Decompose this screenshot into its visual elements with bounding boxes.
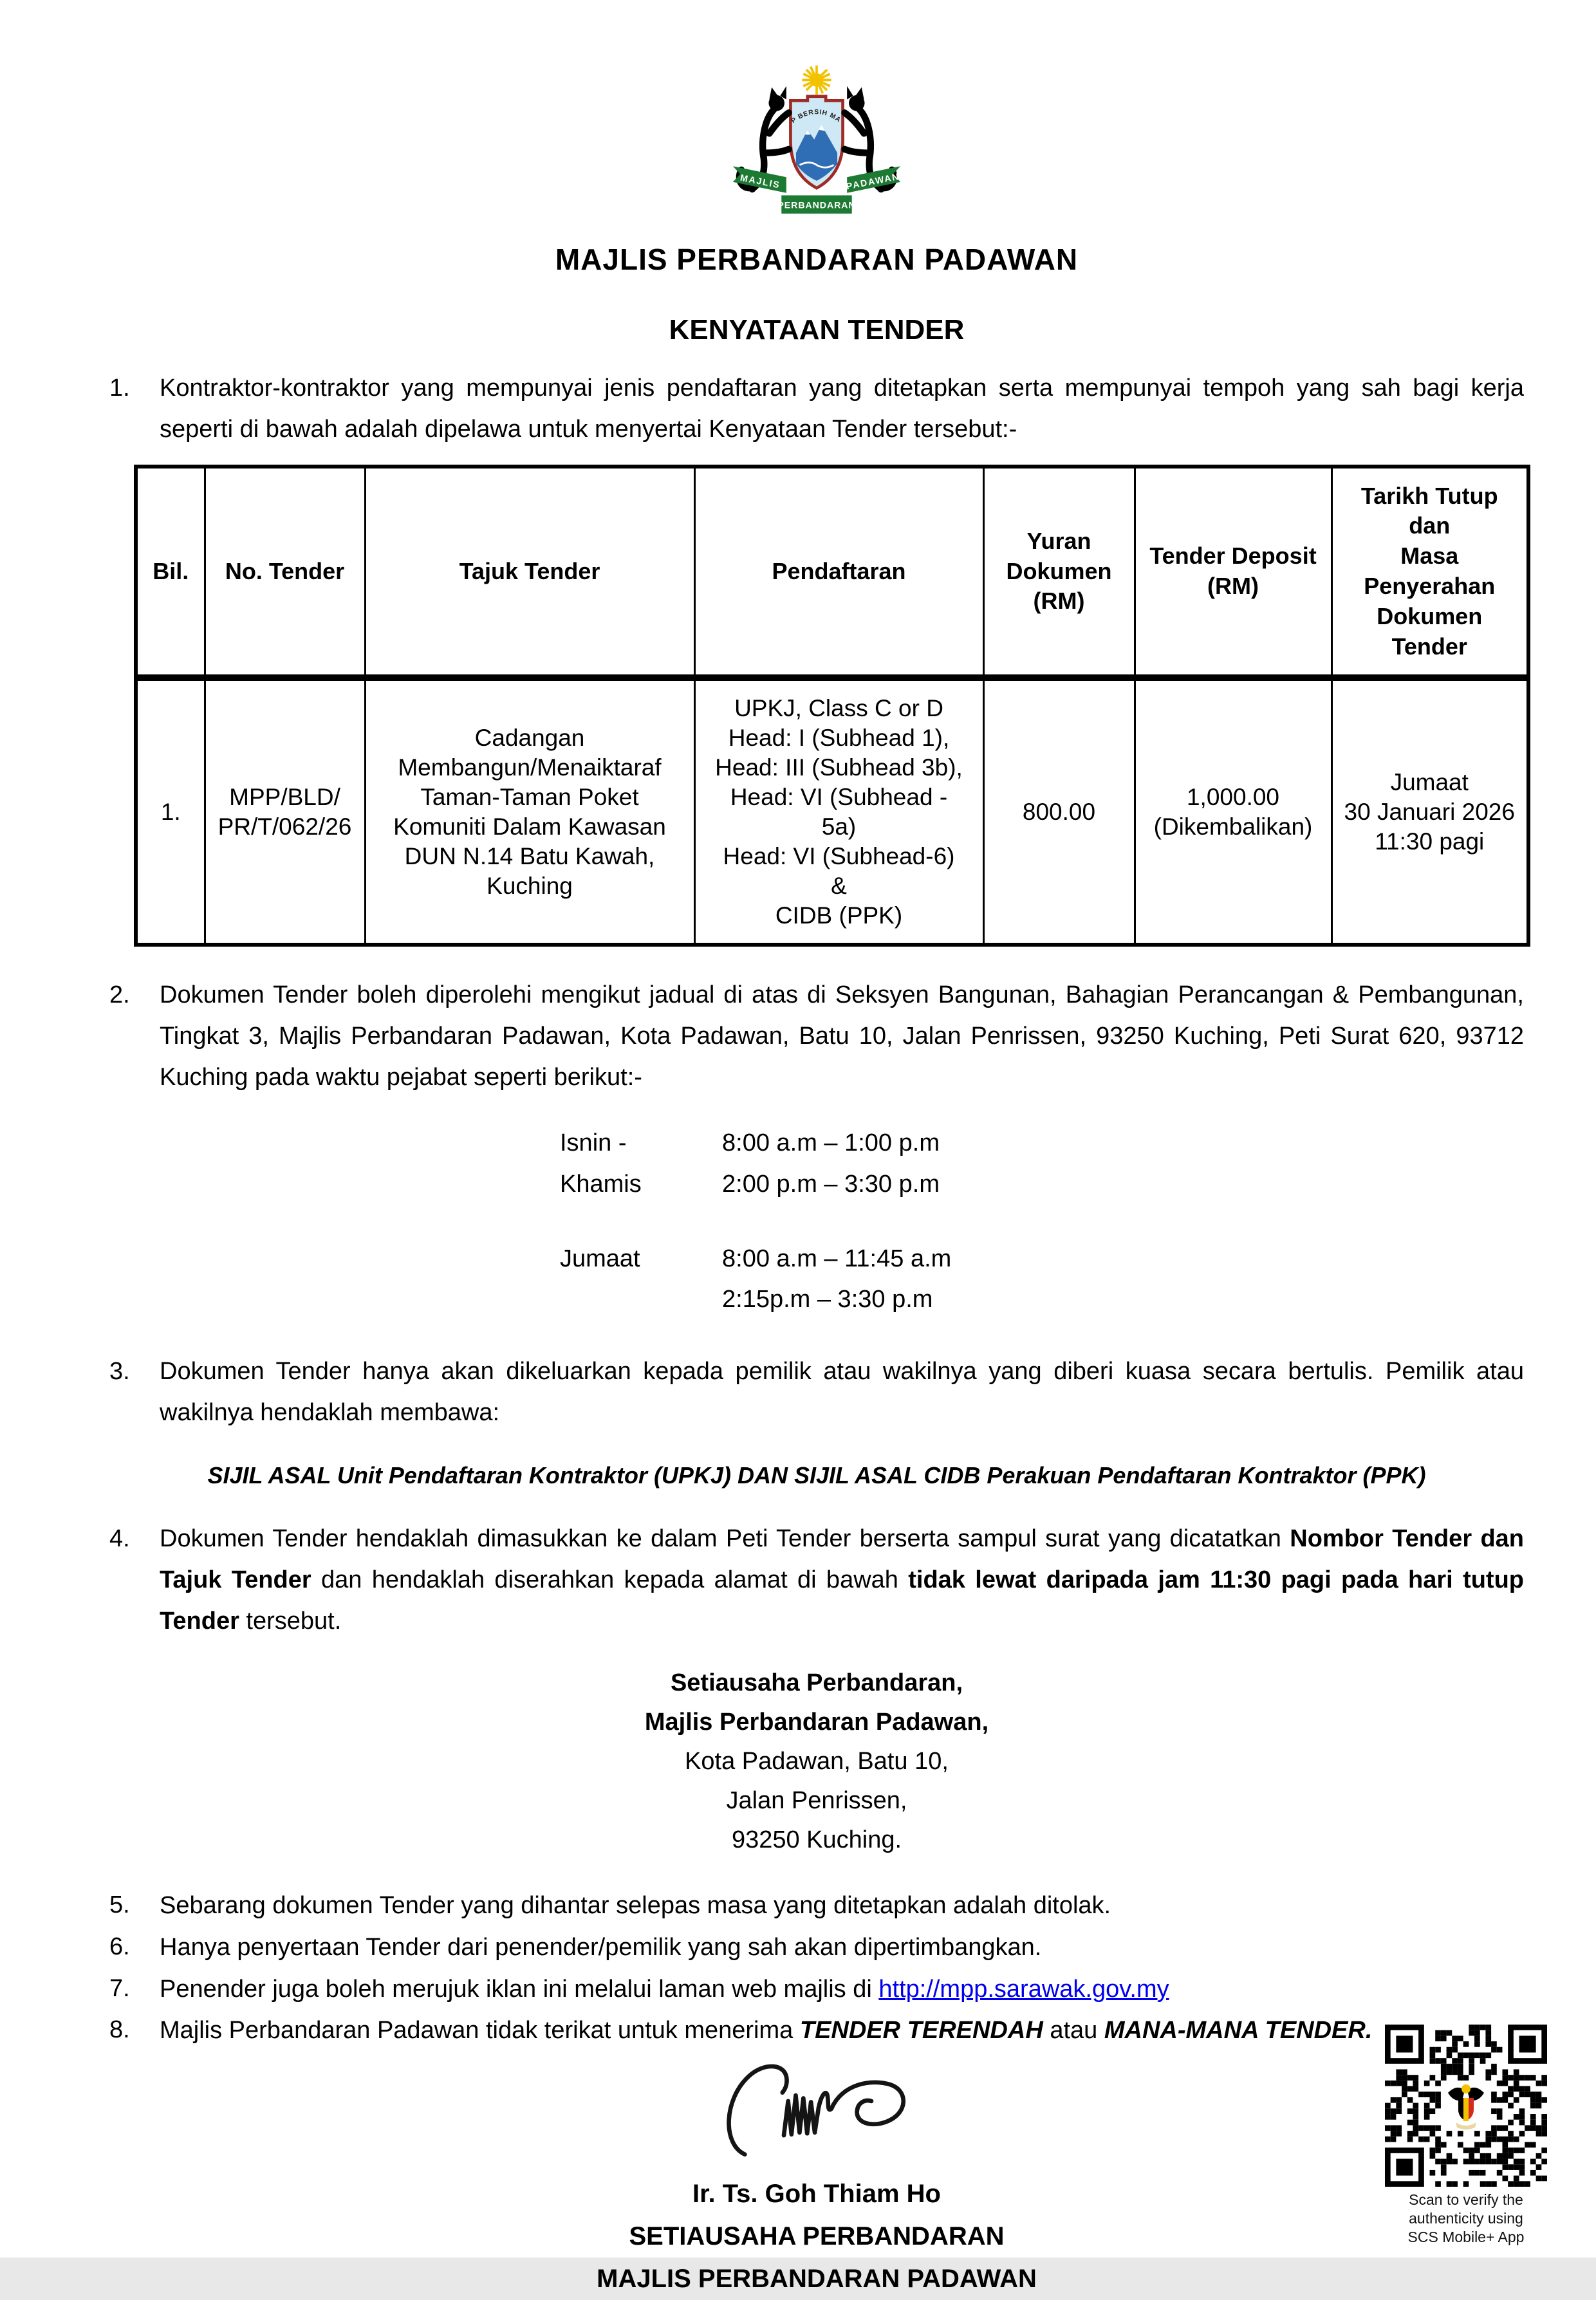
sun-icon: [802, 66, 831, 95]
signer-details: [109, 2173, 1524, 2300]
paragraph-8-seg2-bold-italic: TENDER TERENDAH: [799, 2017, 1043, 2045]
hours-row: [560, 1164, 1524, 1205]
paragraph-4-seg2-bold: Nombor Tender dan Tajuk Tender: [160, 1525, 1525, 1593]
col-header-tender-deposit: Tender Deposit (RM): [1135, 467, 1332, 678]
paragraph-1-number: 1.: [109, 375, 130, 402]
signer-title: SETIAUSAHA PERBANDARAN: [629, 2221, 1005, 2250]
paragraph-2: [109, 975, 1524, 1098]
col-header-pendaftaran: Pendaftaran: [694, 467, 983, 678]
paragraph-8-seg1: Majlis Perbandaran Padawan tidak terikat untuk menerima: [160, 2017, 800, 2045]
paragraph-5: [109, 1885, 1524, 1927]
paragraph-2-text: Dokumen Tender boleh diperolehi mengikut jadual di atas di Seksyen Bangunan, Bahagian Perancangan & Pembangunan, Tingkat 3, Majlis Perbandaran Padawan, Kota Padawan, Batu 10, Jalan Penrissen, 93250 Kuching, Peti Surat 620, 93712 Kuching pada waktu pejabat seperti berikut:-: [160, 981, 1524, 1091]
signature-block: [109, 2055, 1524, 2300]
tender-table-wrap: [134, 465, 1524, 947]
address-line-4: Jalan Penrissen,: [726, 1786, 907, 1814]
address-line-5: 93250 Kuching.: [731, 1826, 902, 1853]
ribbon-left-text: MAJLIS: [739, 172, 782, 190]
paragraph-4-seg3: dan hendaklah diserahkan kepada alamat di bawah: [311, 1566, 909, 1593]
paragraph-2-number: 2.: [109, 981, 130, 1009]
paragraph-8-text: [160, 2010, 1524, 2052]
address-line-3: Kota Padawan, Batu 10,: [685, 1747, 949, 1775]
verification-qr-section: [1382, 2025, 1550, 2246]
hours-day: Khamis: [560, 1170, 642, 1198]
qr-caption: [1382, 2191, 1550, 2246]
paragraph-1-text: Kontraktor-kontraktor yang mempunyai jenis pendaftaran yang ditetapkan serta mempunyai tempoh yang sah bagi kerja seperti di bawah adalah dipelawa untuk menyertai Kenyataan Tender tersebut:-: [160, 375, 1524, 443]
cell-no-tender: MPP/BLD/ PR/T/062/26: [205, 678, 365, 945]
cell-tajuk-tender: Cadangan Membangun/Menaiktaraf Taman-Taman Poket Komuniti Dalam Kawasan DUN N.14 Batu Kawah, Kuching: [365, 678, 694, 945]
submission-address: [109, 1664, 1524, 1859]
hours-time: 8:00 a.m – 11:45 a.m: [722, 1245, 952, 1272]
ribbon-center-text: PERBANDARAN: [777, 199, 856, 210]
qr-caption-line-2: SCS Mobile+ App: [1407, 2228, 1525, 2245]
paragraph-7-seg1: Penender juga boleh merujuk iklan ini melalui laman web majlis di: [160, 1975, 879, 2003]
address-line-2: Majlis Perbandaran Padawan,: [644, 1709, 989, 1736]
ribbon-right-text: PADAWAN: [845, 171, 901, 192]
paragraph-8-seg4-bold-italic: MANA-MANA TENDER.: [1104, 2017, 1373, 2045]
paragraph-3-text: Dokumen Tender hanya akan dikeluarkan kepada pemilik atau wakilnya yang diberi kuasa secara bertulis. Pemilik atau wakilnya hendaklah membawa:: [160, 1358, 1524, 1427]
paragraph-5-number: 5.: [109, 1891, 130, 1919]
document-header: [109, 62, 1524, 346]
paragraph-3: [109, 1351, 1524, 1434]
page-title: KENYATAAN TENDER: [669, 314, 965, 346]
paragraph-7-text: [160, 1969, 1524, 2010]
hours-time: 2:00 p.m – 3:30 p.m: [722, 1170, 940, 1198]
hours-time: 2:15p.m – 3:30 p.m: [722, 1286, 933, 1313]
col-header-tajuk-tender: Tajuk Tender: [365, 467, 694, 678]
paragraph-4: [109, 1519, 1524, 1642]
org-name: MAJLIS PERBANDARAN PADAWAN: [555, 243, 1079, 276]
col-header-bil: Bil.: [136, 467, 205, 678]
cell-tarikh-tutup: Jumaat 30 Januari 2026 11:30 pagi: [1332, 678, 1528, 945]
council-website-link[interactable]: http://mpp.sarawak.gov.my: [878, 1975, 1169, 2003]
paragraph-8-seg3: atau: [1043, 2017, 1104, 2045]
paragraph-4-number: 4.: [109, 1525, 130, 1552]
table-row: [136, 678, 1528, 945]
paragraph-4-text: [160, 1519, 1524, 1642]
hours-row: [560, 1239, 1524, 1280]
signature-scribble: [678, 2055, 955, 2165]
paragraph-4-seg5: tersebut.: [239, 1607, 342, 1635]
paragraph-7: [109, 1969, 1524, 2010]
paragraph-6: [109, 1927, 1524, 1969]
address-line-1: Setiausaha Perbandaran,: [670, 1669, 963, 1697]
cell-bil: 1.: [136, 678, 205, 945]
signer-name: Ir. Ts. Goh Thiam Ho: [692, 2179, 941, 2208]
crest-motto: P BERSIH MA: [790, 109, 842, 125]
council-crest-logo: [720, 62, 913, 223]
paragraph-5-text: Sebarang dokumen Tender yang dihantar selepas masa yang ditetapkan adalah ditolak.: [160, 1892, 1111, 1920]
qr-code: [1385, 2025, 1547, 2187]
paragraph-8-number: 8.: [109, 2016, 130, 2044]
col-header-yuran-dokumen: Yuran Dokumen (RM): [983, 467, 1135, 678]
cell-yuran-dokumen: 800.00: [983, 678, 1135, 945]
hours-day: Jumaat: [560, 1245, 640, 1272]
table-header-row: [136, 467, 1528, 678]
paragraph-3-number: 3.: [109, 1358, 130, 1386]
closing-items-list: [109, 1885, 1524, 2051]
hours-row: [560, 1123, 1524, 1164]
signer-org: MAJLIS PERBANDARAN PADAWAN: [597, 2264, 1037, 2293]
certificate-requirement-line: SIJIL ASAL Unit Pendaftaran Kontraktor (UPKJ) DAN SIJIL ASAL CIDB Perakuan Pendaftaran Kontraktor (PPK): [207, 1461, 1426, 1489]
col-header-no-tender: No. Tender: [205, 467, 365, 678]
paragraph-7-number: 7.: [109, 1974, 130, 2002]
cell-tender-deposit: 1,000.00 (Dikembalikan): [1135, 678, 1332, 945]
qr-center-crest-icon: [1447, 2081, 1485, 2130]
hours-row: [560, 1279, 1524, 1321]
tender-table: [134, 465, 1530, 947]
hours-gap: [560, 1205, 1524, 1239]
paragraph-8: [109, 2010, 1524, 2052]
paragraph-4-seg1: Dokumen Tender hendaklah dimasukkan ke dalam Peti Tender berserta sampul surat yang dicatatkan: [160, 1525, 1290, 1552]
paragraph-4-seg4-bold: tidak lewat daripada jam 11:30 pagi pada hari tutup Tender: [160, 1566, 1525, 1635]
hours-day: [560, 1279, 722, 1321]
paragraph-6-text: Hanya penyertaan Tender dari penender/pemilik yang sah akan dipertimbangkan.: [160, 1933, 1042, 1961]
cell-pendaftaran: UPKJ, Class C or D Head: I (Subhead 1), Head: III (Subhead 3b), Head: VI (Subhead - 5a) Head: VI (Subhead-6) & CIDB (PPK): [694, 678, 983, 945]
hours-day: Isnin -: [560, 1129, 627, 1156]
hours-time: 8:00 a.m – 1:00 p.m: [722, 1129, 940, 1156]
col-header-tarikh-tutup: Tarikh Tutup dan Masa Penyerahan Dokumen Tender: [1332, 467, 1528, 678]
qr-caption-line-1: Scan to verify the authenticity using: [1409, 2191, 1523, 2227]
paragraph-1: [109, 368, 1524, 450]
office-hours: [560, 1123, 1524, 1321]
paragraph-6-number: 6.: [109, 1933, 130, 1960]
